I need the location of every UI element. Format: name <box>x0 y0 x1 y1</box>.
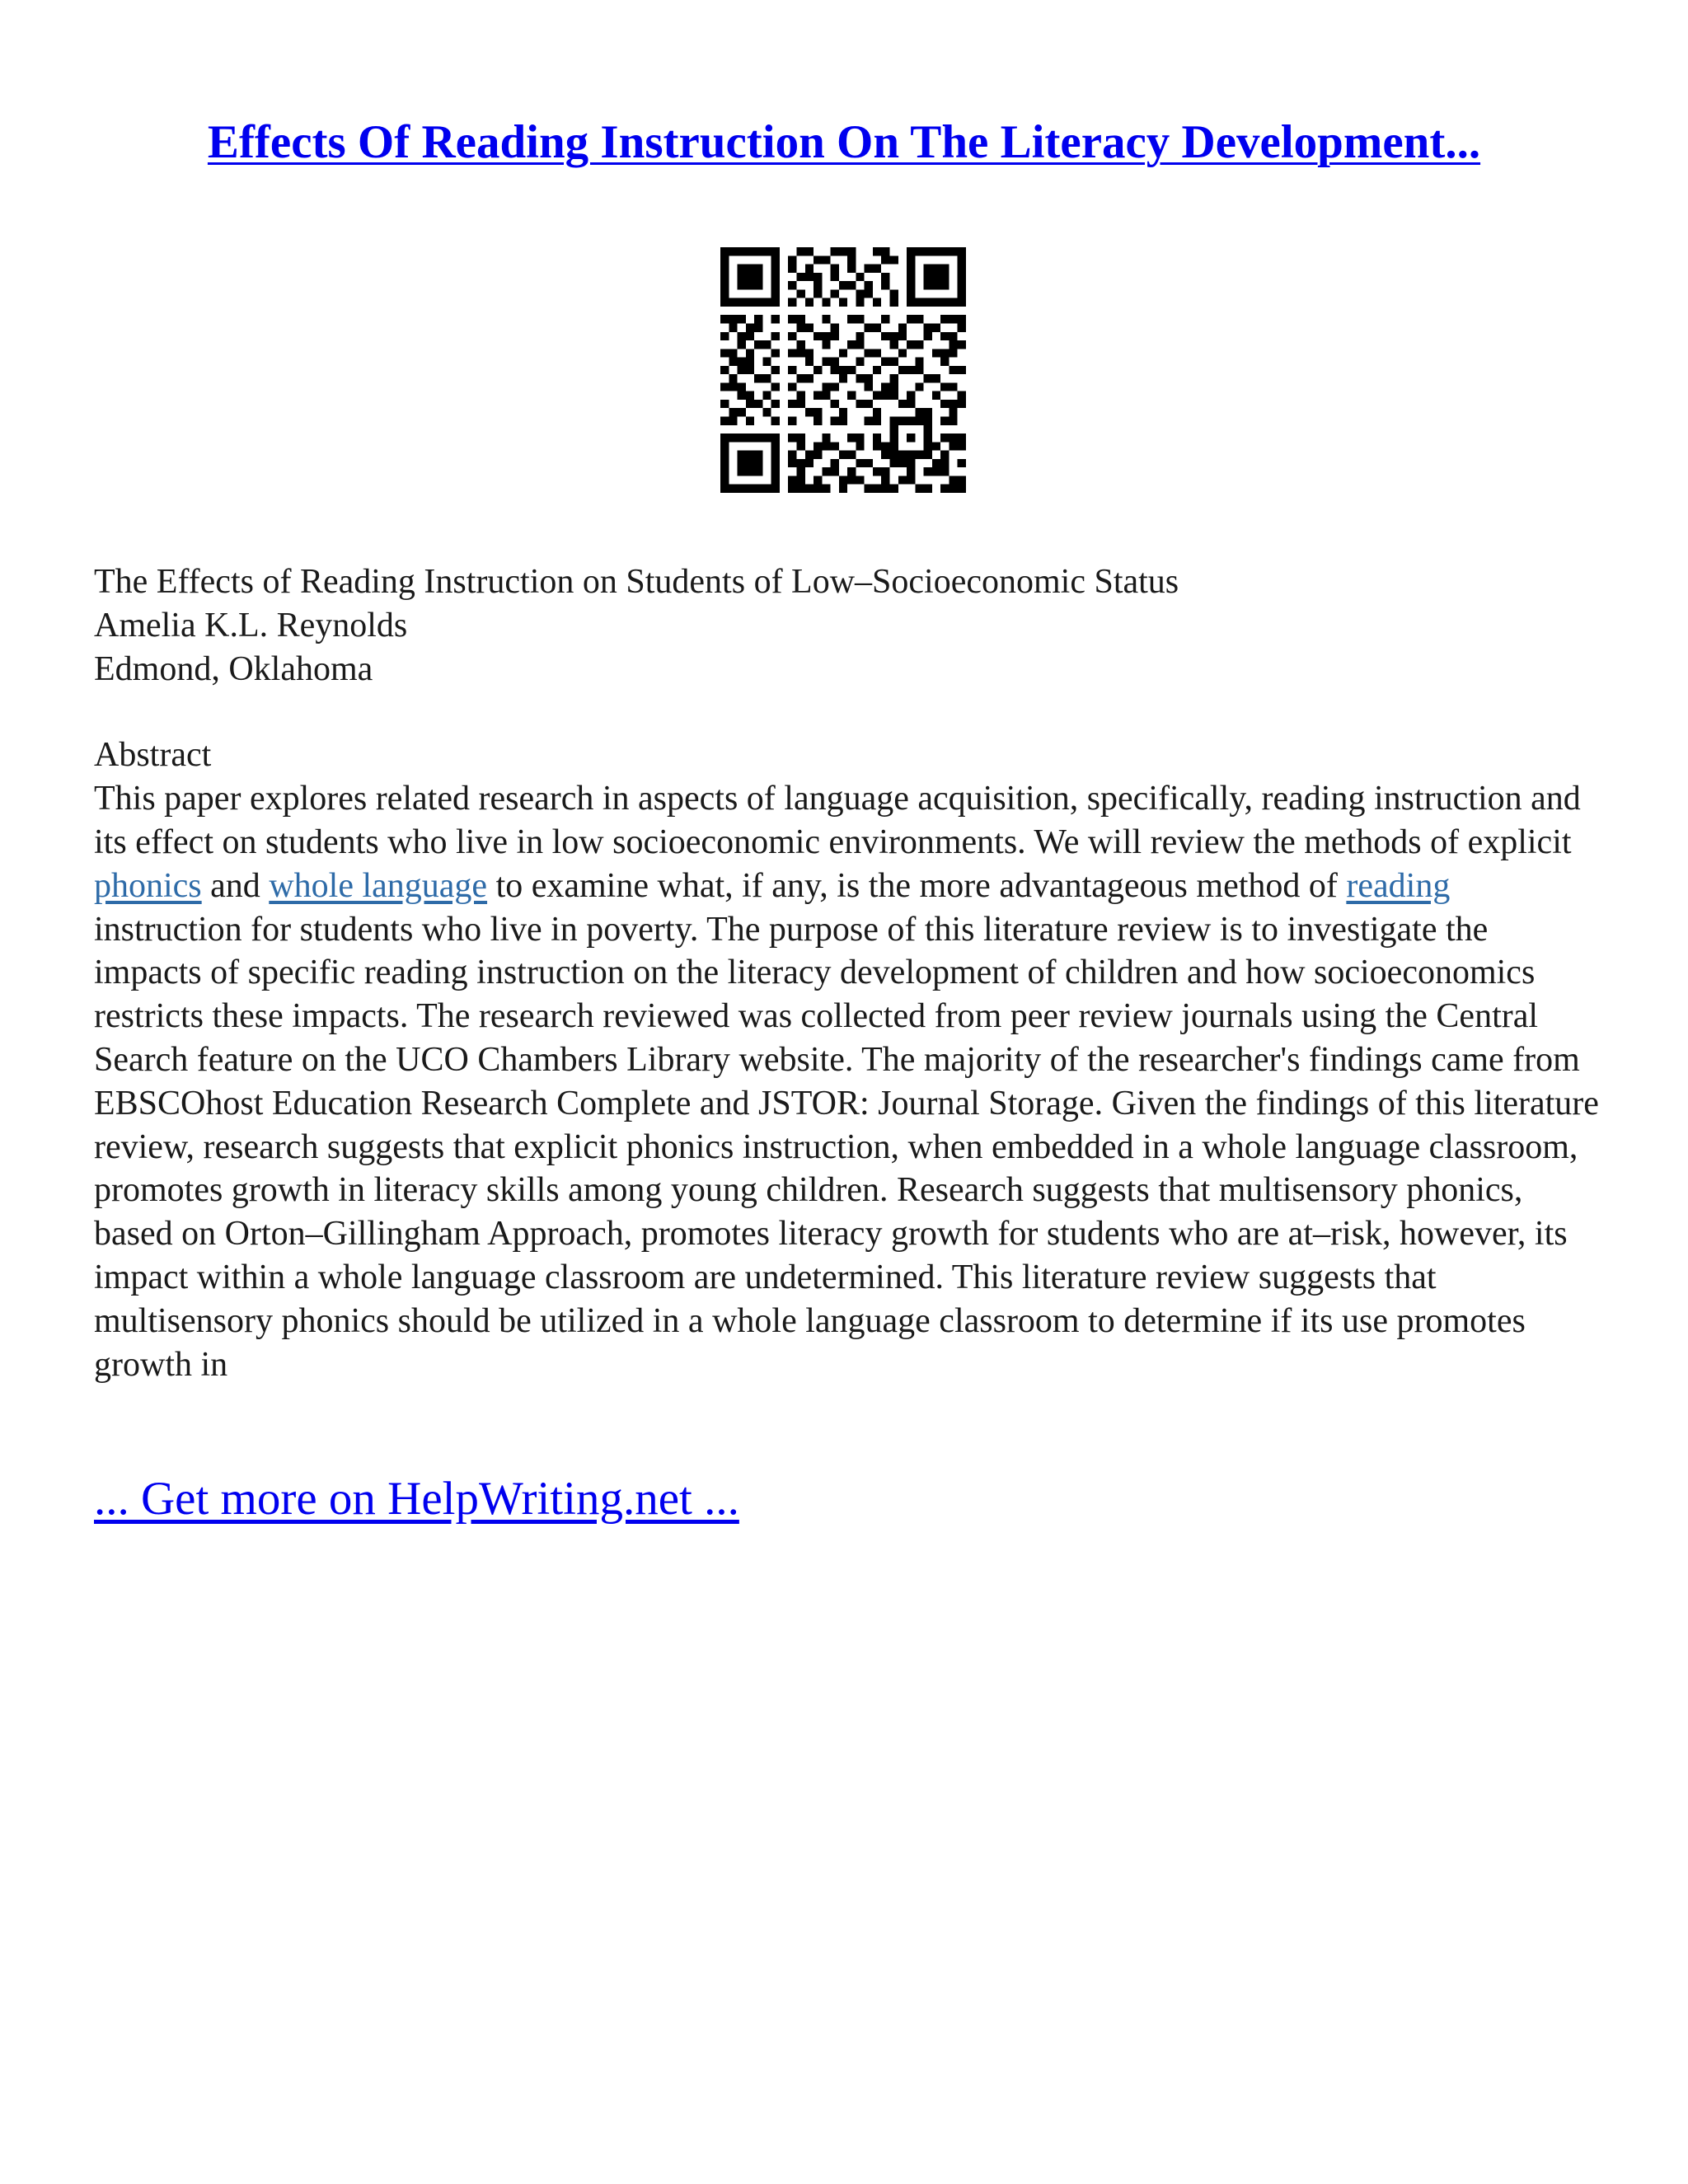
reading-link[interactable]: reading <box>1346 866 1451 905</box>
author-name: Amelia K.L. Reynolds <box>94 606 408 644</box>
qr-code-icon <box>720 247 966 493</box>
abstract-text-1: This paper explores related research in aspects of language acquisition, specifically, reading instruction and its effect on students who live in low socioeconomic environments. We will review the methods of explicit <box>94 780 1581 861</box>
abstract-text-3: to examine what, if any, is the more advantageous method of <box>487 866 1347 905</box>
paper-title: The Effects of Reading Instruction on Students of Low–Socioeconomic Status <box>94 563 1179 601</box>
abstract-text-2: and <box>201 866 270 905</box>
phonics-link[interactable]: phonics <box>94 866 202 905</box>
author-location: Edmond, Oklahoma <box>94 649 373 688</box>
abstract-text-4: instruction for students who live in poverty. The purpose of this literature review is to investigate the impacts of specific reading instruction on the literacy development of children and how socioeconomics restricts these impacts. The research reviewed was collected from peer review journals using the Central Search feature on the UCO Chambers Library website. The majority of the researcher's findings came from EBSCOhost Education Research Complete and JSTOR: Journal Storage. Given the findings of this literature review, research suggests that explicit phonics instruction, when embedded in a whole language classroom, promotes growth in literacy skills among young children. Research suggests that multisensory phonics, based on Orton–Gillingham Approach, promotes literacy growth for students who are at–risk, however, its impact within a whole language classroom are undetermined. This literature review suggests that multisensory phonics should be utilized in a whole language classroom to determine if its use promotes growth in <box>94 910 1599 1384</box>
get-more-container <box>94 1470 739 1528</box>
whole-language-link[interactable]: whole language <box>269 866 488 905</box>
spacer <box>94 691 1602 733</box>
document-body <box>94 560 1602 1386</box>
document-title <box>0 114 1688 171</box>
abstract-heading: Abstract <box>94 736 212 775</box>
title-link[interactable]: Effects Of Reading Instruction On The Literacy Development... <box>207 116 1481 168</box>
get-more-link[interactable]: ... Get more on HelpWriting.net ... <box>94 1473 739 1525</box>
abstract-paragraph <box>94 777 1602 1386</box>
